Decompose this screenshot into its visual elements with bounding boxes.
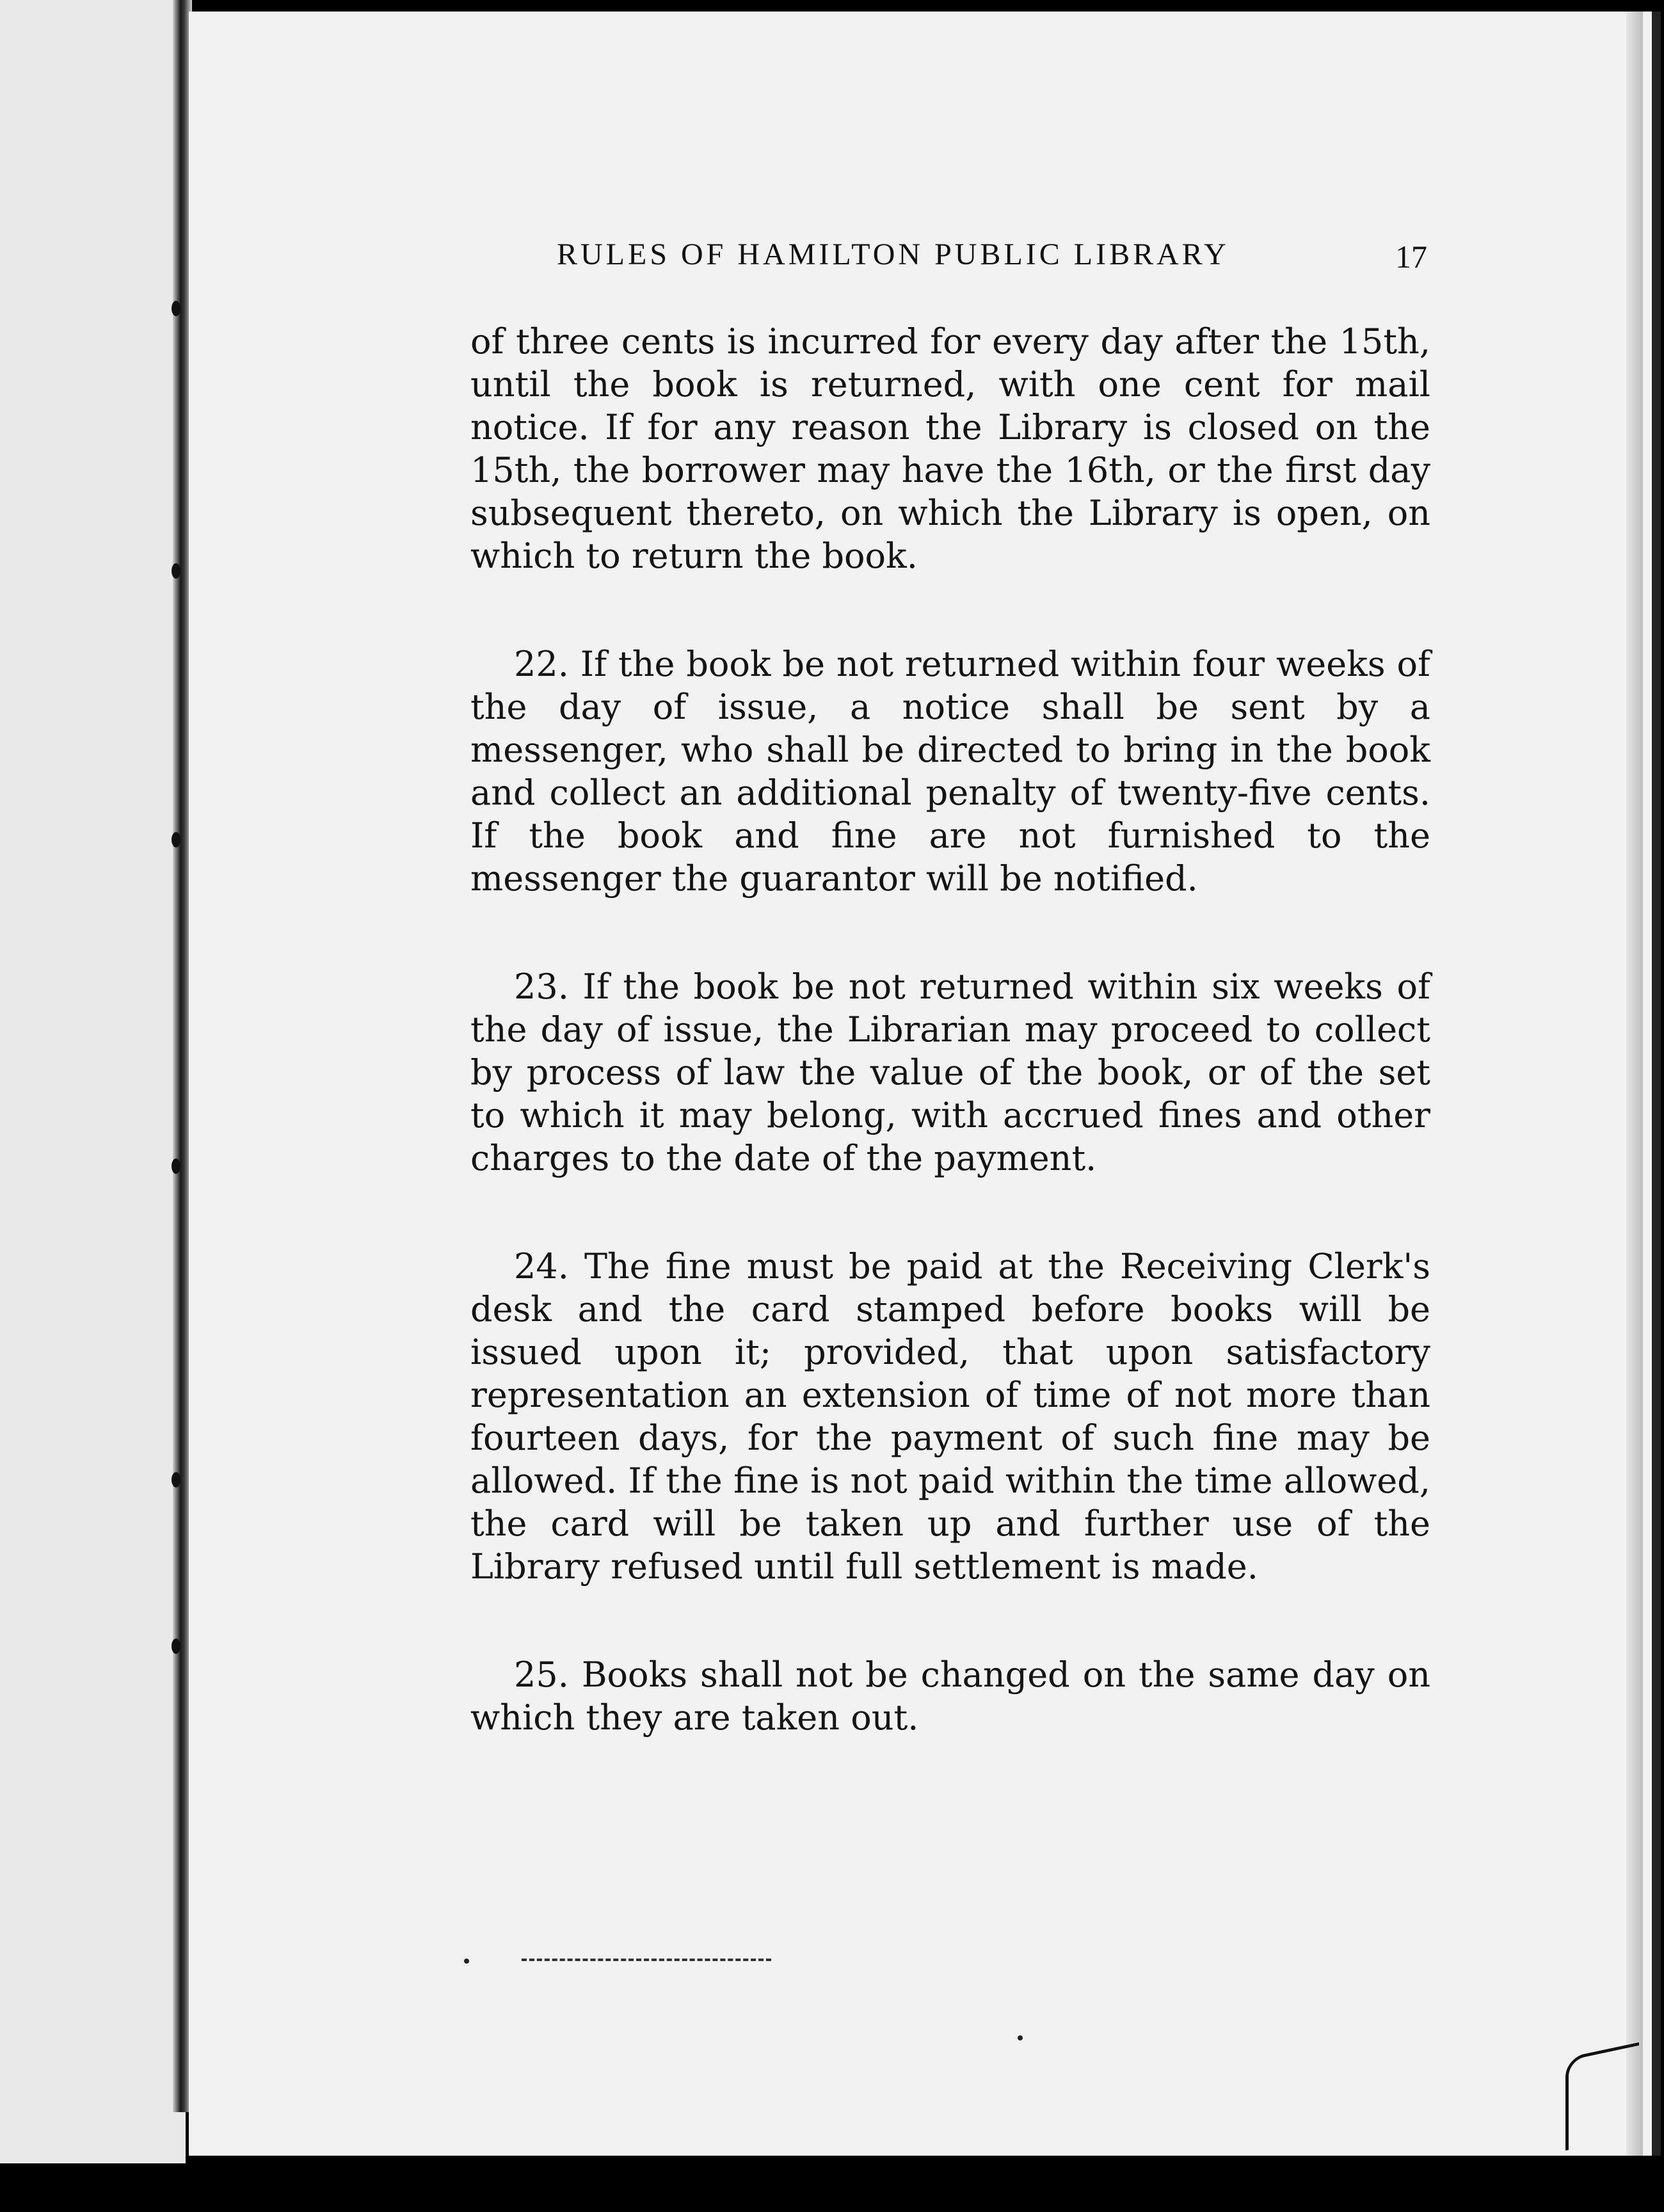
paragraph-continued: of three cents is incurred for every day after the 15th, until the book is returned, with one cent for mail notice. If for any reason the Library is closed on the 15th, the borrower may have the 16th, or the first day subsequent thereto, on which the Library is open, on which to return the book. — [470, 321, 1430, 576]
binding-thread-mark — [172, 832, 180, 847]
running-head: RULES OF HAMILTON PUBLIC LIBRARY — [557, 237, 1229, 271]
page-number: 17 — [1395, 239, 1427, 275]
binding-thread-mark — [172, 301, 180, 316]
page-body — [470, 320, 1430, 1804]
binding-thread-mark — [172, 1639, 180, 1654]
paragraph-rule-24: 24. The fine must be paid at the Receiving Clerk's desk and the card stamped before books will be issued upon it; provided, that upon satisfactory representation an extension of time of not more than fourteen days, for the payment of such fine may be allowed. If the fine is not paid within the time allowed, the card will be taken up and further use of the Library refused until full settlement is made. — [470, 1246, 1430, 1587]
page-edge-shadow — [1626, 12, 1643, 2156]
paragraph-rule-22: 22. If the book be not returned within four weeks of the day of issue, a notice shall be sent by a messenger, who shall be directed to bring in the book and collect an additional penalty of twenty-five cents. If the book and fine are not furnished to the messenger the guarantor will be notified. — [470, 644, 1430, 899]
binding-thread-mark — [172, 1158, 180, 1174]
paragraph-rule-23: 23. If the book be not returned within six weeks of the day of issue, the Librarian may proceed to collect by process of law the value of the book, or of the set to which it may belong, with accrued fines and other charges to the date of the payment. — [470, 966, 1430, 1178]
ink-speck — [1018, 2035, 1023, 2040]
page-corner-curl — [1565, 2042, 1639, 2151]
facing-page-edge — [0, 0, 186, 2163]
paragraph-rule-25: 25. Books shall not be changed on the same day on which they are taken out. — [470, 1655, 1430, 1738]
end-rule — [522, 1959, 771, 1961]
binding-thread-mark — [172, 563, 180, 579]
ink-speck — [464, 1959, 469, 1964]
binding-thread-mark — [172, 1472, 180, 1487]
